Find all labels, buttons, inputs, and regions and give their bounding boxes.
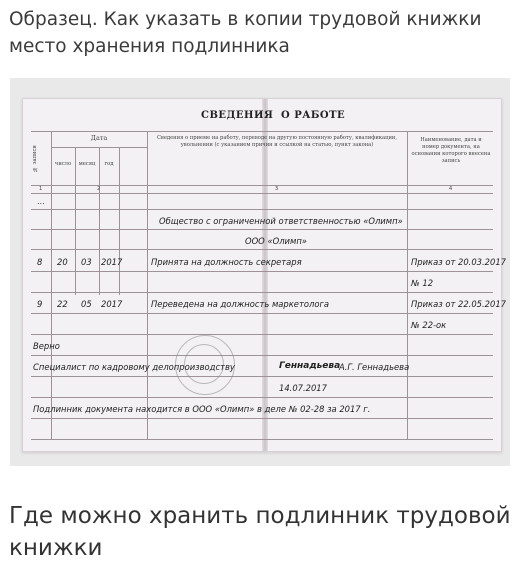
row-year: 2017: [101, 299, 123, 309]
grid-line: [31, 397, 493, 398]
row-month: 05: [81, 299, 92, 309]
grid-line: [31, 334, 493, 335]
work-book-spread: [22, 98, 506, 452]
specialist-title: Специалист по кадровому делопроизводству: [33, 362, 235, 372]
grid-line: [31, 376, 493, 377]
book-spine: [262, 99, 268, 451]
col-basis-label: Наименование, дата и номер документа, на основании которого внесена запись: [411, 137, 491, 164]
col-number-4: 4: [449, 186, 453, 192]
grid-line: [31, 355, 493, 356]
sign-date: 14.07.2017: [279, 383, 327, 393]
grid-line: [51, 131, 52, 439]
document-photo: [10, 78, 510, 466]
row-doc-num: № 22-ок: [411, 320, 447, 330]
col-year-label: год: [104, 161, 114, 167]
row-text: Переведена на должность маркетолога: [151, 299, 329, 309]
row-year: 2017: [101, 257, 123, 267]
row-doc: Приказ от 20.03.2017: [411, 257, 506, 267]
col-number-1: 1: [39, 186, 43, 192]
grid-line: [31, 271, 493, 272]
grid-line: [31, 193, 493, 194]
row-doc-num: № 12: [411, 278, 434, 288]
row-num: 8: [37, 257, 43, 267]
original-location-note: Подлинник документа находится в ООО «Олимп» в деле № 02-28 за 2017 г.: [33, 404, 371, 414]
signature: Геннадьева: [279, 361, 341, 371]
grid-line: [119, 147, 120, 295]
header-right: О РАБОТЕ: [281, 110, 346, 121]
company-short-name: ООО «Олимп»: [245, 236, 307, 246]
row-month: 03: [81, 257, 92, 267]
grid-line: [407, 131, 408, 439]
col-number-2: 2: [97, 186, 101, 192]
signer-name: А.Г. Геннадьева: [339, 362, 410, 372]
grid-line: [31, 292, 493, 293]
grid-line: [31, 209, 493, 210]
header-left: СВЕДЕНИЯ: [201, 110, 274, 121]
grid-line: [31, 229, 493, 230]
row-day: 20: [57, 257, 68, 267]
grid-line: [31, 313, 493, 314]
grid-line: [31, 439, 493, 440]
caption: Образец. Как указать в копии трудовой книжки место хранения подлинника: [9, 9, 482, 57]
grid-line: [99, 147, 100, 295]
grid-line: [147, 131, 148, 439]
grid-line: [31, 185, 493, 186]
grid-line: [31, 249, 493, 250]
col-day-label: число: [54, 161, 72, 167]
verno-label: Верно: [33, 341, 60, 351]
row-doc: Приказ от 22.05.2017: [411, 299, 506, 309]
col-date-label: Дата: [90, 134, 108, 142]
col-number-3: 3: [275, 186, 279, 192]
section-heading: Где можно хранить подлинник трудовой книжки: [9, 503, 511, 561]
ellipsis: ...: [37, 197, 45, 206]
grid-line: [75, 147, 76, 295]
company-full-name: Общество с ограниченной ответственностью «Олимп»: [159, 216, 403, 226]
row-text: Принята на должность секретаря: [151, 257, 302, 267]
col-hiring-info-label: Сведения о приеме на работу, переводе на другую постоянную работу, квалификации, увольнении (с указанием причин и ссылкой на статью, пункт закона): [156, 135, 398, 148]
row-day: 22: [57, 299, 68, 309]
grid-line: [31, 131, 493, 132]
grid-line: [31, 418, 493, 419]
col-num-label: № записи: [32, 145, 38, 173]
col-month-label: месяц: [78, 161, 96, 167]
row-num: 9: [37, 299, 43, 309]
